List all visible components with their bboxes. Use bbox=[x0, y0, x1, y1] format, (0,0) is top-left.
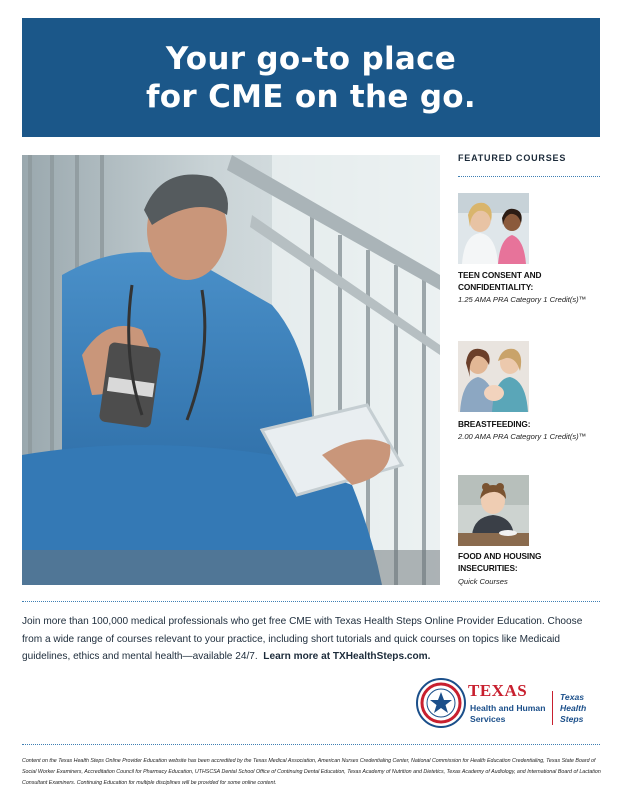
headline-line-2: for CME on the go. bbox=[146, 78, 476, 115]
logo-divider bbox=[552, 691, 553, 725]
course-thumbnail-food-housing[interactable] bbox=[458, 475, 529, 546]
hhs-name-line: Services bbox=[470, 714, 506, 724]
intro-text: Join more than 100,000 medical professionals who get free CME with Texas Health Steps Online Provider Education. Choose from a wide range of courses relevant to your practice, including short tutorials and quick courses on topics like Medicaid guidelines, ethics and mental health—available 24/7. bbox=[22, 616, 583, 662]
ths-line: Steps bbox=[560, 714, 584, 724]
course-credit-teen-consent: 1.25 AMA PRA Category 1 Credit(s)™ bbox=[458, 295, 587, 304]
header-banner bbox=[22, 18, 600, 137]
texas-seal-icon bbox=[416, 678, 466, 728]
disclaimer-divider bbox=[22, 744, 600, 745]
ths-line: Texas bbox=[560, 692, 585, 702]
course-title-line: INSECURITIES: bbox=[458, 562, 518, 573]
texas-hhs-logo bbox=[416, 678, 546, 730]
intro-paragraph bbox=[22, 613, 600, 666]
headline-line-1: Your go-to place bbox=[165, 40, 457, 77]
course-title-line: TEEN CONSENT AND bbox=[458, 270, 542, 280]
ths-line: Health bbox=[560, 703, 587, 713]
course-title-breastfeeding[interactable] bbox=[458, 419, 600, 431]
course-title-food-housing[interactable] bbox=[458, 551, 600, 574]
course-credit-breastfeeding: 2.00 AMA PRA Category 1 Credit(s)™ bbox=[458, 432, 587, 441]
hhs-name bbox=[470, 703, 545, 725]
body-divider bbox=[22, 601, 600, 602]
course-thumbnail-breastfeeding[interactable] bbox=[458, 341, 529, 412]
featured-divider bbox=[458, 176, 600, 177]
texas-health-steps-logo bbox=[560, 692, 586, 725]
accreditation-disclaimer: Content on the Texas Health Steps Online Provider Education website has been accredited by the Texas Medical Association, American Nurses Credentialing Center, National Commission for Health Education Credentialing, Texas State Board of Social Worker Examiners, Accreditation Council for Pharmacy Education, UTHSCSA Dental School Office of Continuing Dental Education, Texas Academy of Nutrition and Dietetics, Texas Academy of Audiology, and International Board of Lactation Consultant Examiners. Continuing Education for multiple disciplines will be provided for some online content. bbox=[22, 758, 601, 786]
course-title-line: BREASTFEEDING: bbox=[458, 419, 531, 429]
course-title-line: CONFIDENTIALITY: bbox=[458, 281, 534, 292]
course-title-line: FOOD AND HOUSING bbox=[458, 551, 542, 561]
course-credit-food-housing: Quick Courses bbox=[458, 577, 508, 586]
course-thumbnail-teen-consent[interactable] bbox=[458, 193, 529, 264]
hhs-texas-word: TEXAS bbox=[468, 681, 528, 700]
learn-more-link[interactable]: Learn more at TXHealthSteps.com. bbox=[263, 651, 431, 662]
featured-courses-heading: FEATURED COURSES bbox=[458, 153, 567, 163]
course-title-teen-consent[interactable] bbox=[458, 270, 600, 293]
hero-photo bbox=[22, 155, 440, 585]
hhs-name-line: Health and Human bbox=[470, 703, 546, 713]
